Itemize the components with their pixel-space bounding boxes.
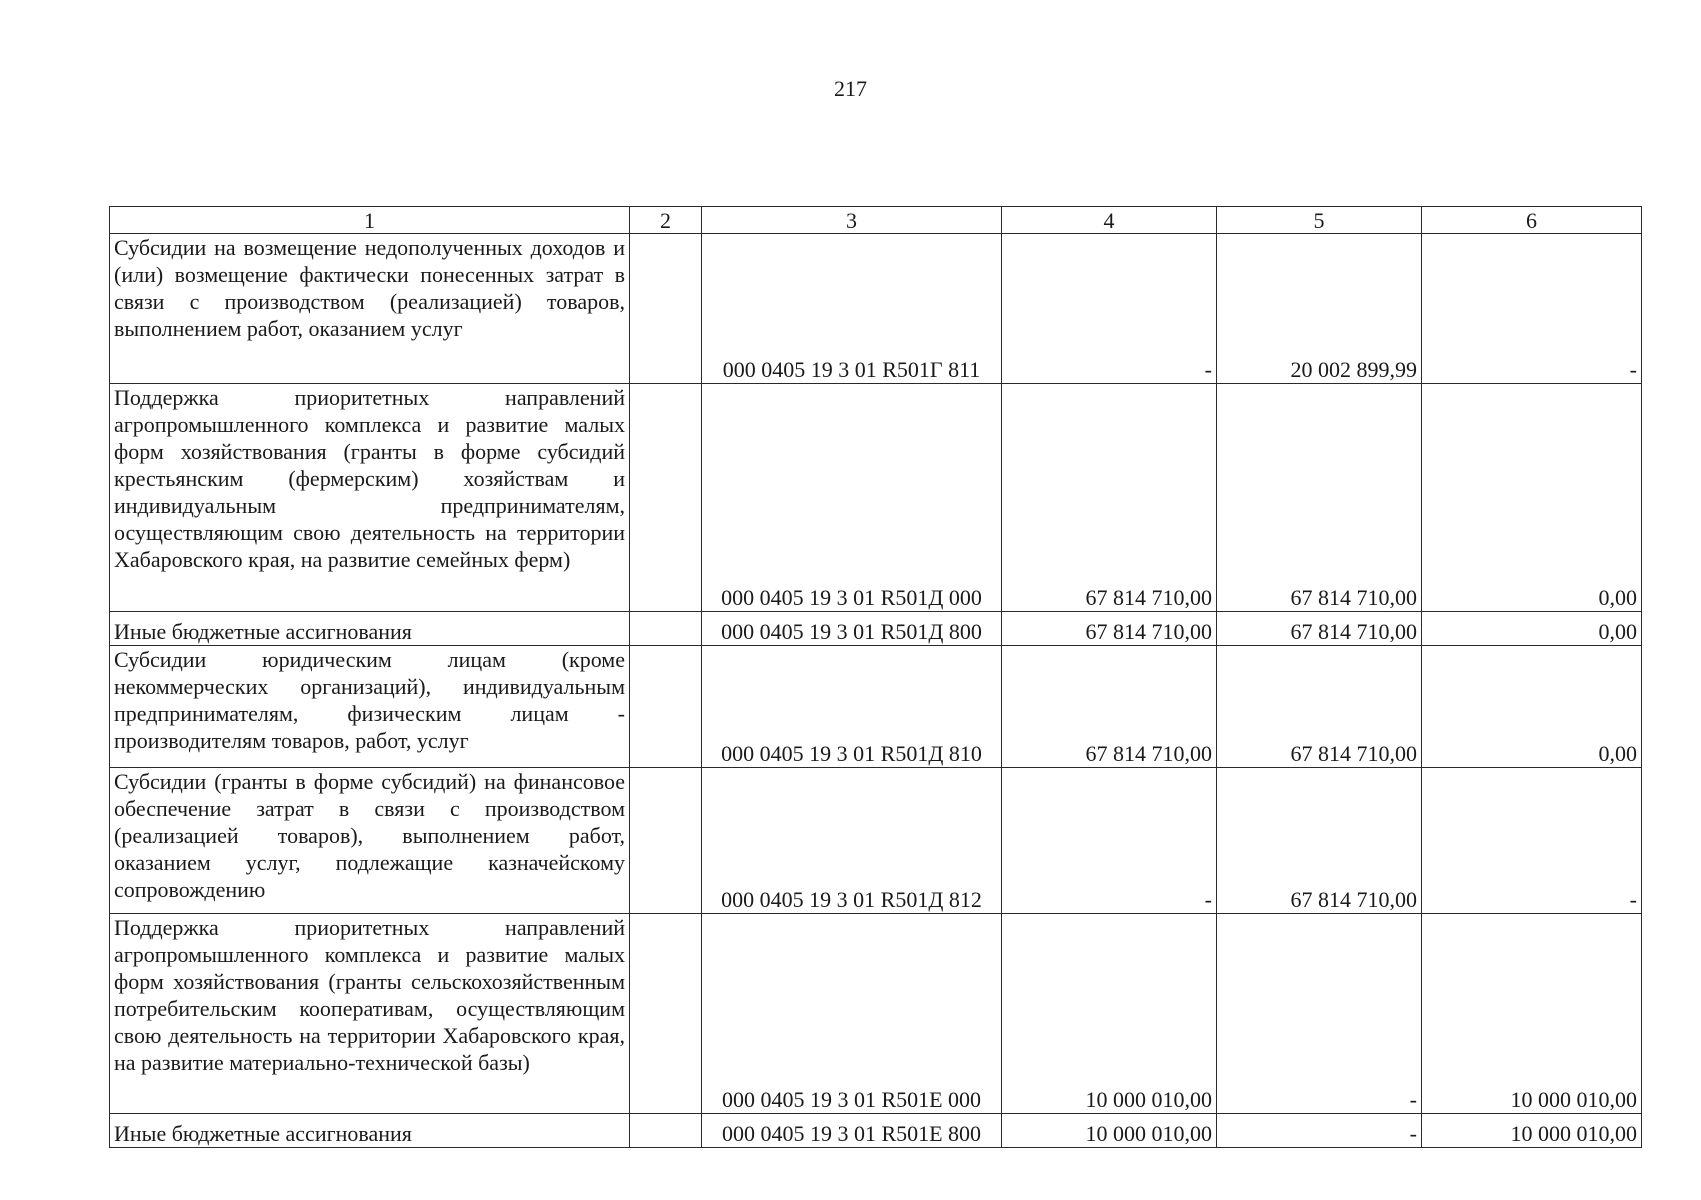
row-code: 000 0405 19 3 01 R501Д 800: [702, 612, 1002, 646]
row-code: 000 0405 19 3 01 R501Е 800: [702, 1114, 1002, 1148]
row-code: 000 0405 19 3 01 R501Д 810: [702, 646, 1002, 768]
row-col2: [630, 234, 702, 384]
row-col2: [630, 646, 702, 768]
row-name: Субсидии на возмещение недополученных доходов и (или) возмещение фактически понесенных затрат в связи с производством (реализацией) товаров, выполнением работ, оказанием услуг: [110, 234, 630, 384]
row-col4: 10 000 010,00: [1002, 1114, 1217, 1148]
row-col5: 67 814 710,00: [1217, 384, 1422, 612]
row-name: Поддержка приоритетных направлений агропромышленного комплекса и развитие малых форм хозяйствования (гранты сельскохозяйственным потребительским кооперативам, осуществляющим свою деятельность на территории Хабаровского края, на развитие материально-технической базы): [110, 914, 630, 1114]
header-col-5: 5: [1217, 207, 1422, 234]
row-col2: [630, 914, 702, 1114]
header-col-1: 1: [110, 207, 630, 234]
row-col6: 0,00: [1422, 384, 1642, 612]
row-col5: 20 002 899,99: [1217, 234, 1422, 384]
row-col4: 67 814 710,00: [1002, 384, 1217, 612]
row-col5: -: [1217, 914, 1422, 1114]
row-col6: 10 000 010,00: [1422, 914, 1642, 1114]
row-col4: 67 814 710,00: [1002, 646, 1217, 768]
row-name: Иные бюджетные ассигнования: [110, 1114, 630, 1148]
row-col6: -: [1422, 768, 1642, 914]
header-col-6: 6: [1422, 207, 1642, 234]
table-row: [110, 612, 1642, 646]
row-code: 000 0405 19 3 01 R501Д 000: [702, 384, 1002, 612]
row-col4: 67 814 710,00: [1002, 612, 1217, 646]
row-col6: 10 000 010,00: [1422, 1114, 1642, 1148]
row-col2: [630, 384, 702, 612]
table-row: [110, 1114, 1642, 1148]
row-name: Субсидии юридическим лицам (кроме некоммерческих организаций), индивидуальным предпринимателям, физическим лицам - производителям товаров, работ, услуг: [110, 646, 630, 768]
row-col4: 10 000 010,00: [1002, 914, 1217, 1114]
row-col6: 0,00: [1422, 646, 1642, 768]
row-col2: [630, 612, 702, 646]
table-row: [110, 234, 1642, 384]
row-col5: 67 814 710,00: [1217, 612, 1422, 646]
header-col-4: 4: [1002, 207, 1217, 234]
table-row: [110, 768, 1642, 914]
header-col-2: 2: [630, 207, 702, 234]
row-code: 000 0405 19 3 01 R501Г 811: [702, 234, 1002, 384]
row-col2: [630, 1114, 702, 1148]
header-col-3: 3: [702, 207, 1002, 234]
row-col6: -: [1422, 234, 1642, 384]
header-row: [110, 207, 1642, 234]
budget-table: [109, 206, 1642, 1148]
row-col5: 67 814 710,00: [1217, 646, 1422, 768]
table-row: [110, 914, 1642, 1114]
row-col6: 0,00: [1422, 612, 1642, 646]
row-col2: [630, 768, 702, 914]
row-col5: 67 814 710,00: [1217, 768, 1422, 914]
page-number: 217: [834, 76, 867, 101]
row-col5: -: [1217, 1114, 1422, 1148]
row-code: 000 0405 19 3 01 R501Е 000: [702, 914, 1002, 1114]
row-name: Поддержка приоритетных направлений агропромышленного комплекса и развитие малых форм хозяйствования (гранты в форме субсидий крестьянским (фермерским) хозяйствам и индивидуальным предпринимателям, осуществляющим свою деятельность на территории Хабаровского края, на развитие семейных ферм): [110, 384, 630, 612]
row-name: Иные бюджетные ассигнования: [110, 612, 630, 646]
row-name: Субсидии (гранты в форме субсидий) на финансовое обеспечение затрат в связи с производством (реализацией товаров), выполнением работ, оказанием услуг, подлежащие казначейскому сопровождению: [110, 768, 630, 914]
row-col4: -: [1002, 768, 1217, 914]
row-code: 000 0405 19 3 01 R501Д 812: [702, 768, 1002, 914]
table-row: [110, 646, 1642, 768]
table-row: [110, 384, 1642, 612]
row-col4: -: [1002, 234, 1217, 384]
